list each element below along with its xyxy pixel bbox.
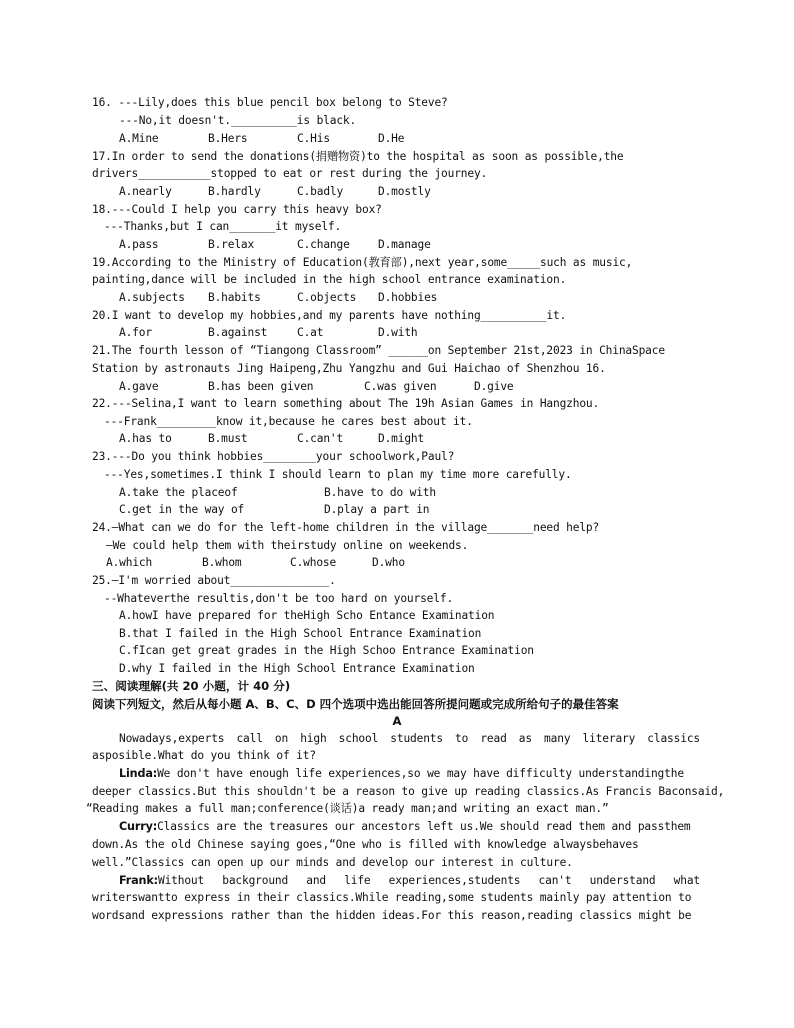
question-16 [92, 95, 448, 111]
option-a[interactable]: A.subjects [119, 291, 185, 304]
question-20 [92, 308, 566, 324]
question-text: drivers___________stopped to eat or rest during the journey. [92, 167, 488, 180]
option-d[interactable]: D.with [378, 326, 418, 339]
option-d[interactable]: D.He [378, 132, 405, 145]
question-17 [92, 149, 623, 165]
question-text: painting,dance will be included in the high school entrance examination. [92, 273, 567, 286]
option-d[interactable]: D.mostly [378, 185, 431, 198]
speaker-name: Curry: [119, 820, 158, 833]
question-text: ---Frank_________know it,because he cares best about it. [104, 415, 473, 428]
question-number: 25. [92, 574, 112, 587]
option-b[interactable]: B.relax [208, 238, 255, 251]
option-a[interactable]: A.nearly [119, 185, 172, 198]
question-text: ---Yes,sometimes.I think I should learn to plan my time more carefully. [104, 468, 572, 481]
option-d[interactable]: D.hobbies [378, 291, 438, 304]
option-a[interactable]: A.Mine [119, 132, 159, 145]
question-text: In order to send the donations(捐赠物资)to the hospital as soon as possible,the [111, 150, 624, 163]
option-b[interactable]: B.habits [208, 291, 261, 304]
option-b[interactable]: B.hardly [208, 185, 261, 198]
question-text: ---Selina,I want to learn something about The 19h Asian Games in Hangzhou. [111, 397, 600, 410]
question-text: ---Lily,does this blue pencil box belong to Steve? [118, 96, 448, 109]
option-b[interactable]: B.that I failed in the High School Entrance Examination [119, 627, 482, 640]
passage-intro-line: Nowadays,experts call on high school students to read as many literary classics [119, 732, 700, 745]
option-a[interactable]: A.which [106, 556, 153, 569]
speaker-name: Frank: [119, 874, 158, 887]
speaker-text: Classics are the treasures our ancestors left us.We should read them and passthem [157, 820, 691, 833]
question-text: ---Could I help you carry this heavy box? [111, 203, 382, 216]
question-number: 21. [92, 344, 112, 357]
option-b[interactable]: B.whom [202, 556, 242, 569]
question-number: 19. [92, 256, 112, 269]
option-a[interactable]: A.has to [119, 432, 172, 445]
question-19 [92, 255, 632, 271]
question-text: I want to develop my hobbies,and my parents have nothing__________it. [111, 309, 567, 322]
question-text: The fourth lesson of “Tiangong Classroom” ______on September 21st,2023 in ChinaSpace [111, 344, 665, 357]
option-a[interactable]: A.for [119, 326, 152, 339]
option-c[interactable]: C.at [297, 326, 324, 339]
question-text: —We could help them with theirstudy online on weekends. [106, 539, 469, 552]
passage-curry-line: down.As the old Chinese saying goes,“One who is filled with knowledge alwaysbehaves [92, 838, 639, 851]
option-c[interactable]: C.can't [297, 432, 344, 445]
option-c[interactable]: C.objects [297, 291, 357, 304]
option-d[interactable]: D.who [372, 556, 405, 569]
question-24 [92, 520, 599, 536]
option-d[interactable]: D.give [474, 380, 514, 393]
passage-linda-line: “Reading makes a full man;conference(谈话)a ready man;and writing an exact man.” [86, 802, 609, 815]
passage-curry-line: well.”Classics can open up our minds and develop our interest in culture. [92, 856, 573, 869]
option-c[interactable]: C.fIcan get great grades in the High Schoo Entrance Examination [119, 644, 534, 657]
passage-frank-line: writerswantto express in their classics.While reading,some students mainly pay attention to [92, 891, 692, 904]
option-b[interactable]: B.has been given [208, 380, 314, 393]
option-a[interactable]: A.pass [119, 238, 159, 251]
question-text: ---No,it doesn't.__________is black. [119, 114, 357, 127]
question-number: 18. [92, 203, 112, 216]
question-text: ---Thanks,but I can_______it myself. [104, 220, 342, 233]
option-b[interactable]: B.Hers [208, 132, 248, 145]
passage-letter: A [392, 714, 402, 728]
question-number: 24. [92, 521, 112, 534]
question-number: 20. [92, 309, 112, 322]
passage-linda-line: deeper classics.But this shouldn't be a reason to give up reading classics.As Francis Baconsaid, [92, 785, 725, 798]
option-c[interactable]: C.was given [364, 380, 437, 393]
question-text: According to the Ministry of Education(教育部),next year,some_____such as music, [111, 256, 633, 269]
option-c[interactable]: C.badly [297, 185, 344, 198]
speaker-name: Linda: [119, 767, 158, 780]
section-instruction: 阅读下列短文，然后从每小题 A、B、C、D 四个选项中选出能回答所提问题或完成所给句子的最佳答案 [92, 697, 619, 711]
option-a[interactable]: A.gave [119, 380, 159, 393]
option-d[interactable]: D.why I failed in the High School Entrance Examination [119, 662, 475, 675]
question-text: —I'm worried about_______________. [111, 574, 336, 587]
passage-curry-line [119, 819, 691, 835]
option-d[interactable]: D.might [378, 432, 425, 445]
option-c[interactable]: C.get in the way of [119, 503, 245, 516]
passage-linda-line [119, 766, 684, 782]
question-number: 17. [92, 150, 112, 163]
question-number: 22. [92, 397, 112, 410]
question-text: ---Do you think hobbies________your schoolwork,Paul? [111, 450, 455, 463]
question-18 [92, 202, 382, 218]
question-23 [92, 449, 454, 465]
question-text: --Whateverthe resultis,don't be too hard on yourself. [104, 592, 454, 605]
question-25 [92, 573, 336, 589]
option-d[interactable]: D.play a part in [324, 503, 430, 516]
option-a[interactable]: A.howI have prepared for theHigh Scho Entance Examination [119, 609, 495, 622]
option-c[interactable]: C.His [297, 132, 330, 145]
option-d[interactable]: D.manage [378, 238, 431, 251]
passage-frank-line [119, 873, 700, 889]
question-text: —What can we do for the left-home children in the village_______need help? [111, 521, 600, 534]
option-b[interactable]: B.against [208, 326, 268, 339]
question-number: 23. [92, 450, 112, 463]
passage-intro-line: asposible.What do you think of it? [92, 749, 316, 762]
passage-frank-line: wordsand expressions rather than the hidden ideas.For this reason,reading classics might be [92, 909, 692, 922]
option-b[interactable]: B.have to do with [324, 486, 436, 499]
question-21 [92, 343, 665, 359]
question-22 [92, 396, 599, 412]
option-b[interactable]: B.must [208, 432, 248, 445]
section-heading: 三、阅读理解(共 20 小题，计 40 分) [92, 679, 291, 693]
option-a[interactable]: A.take the placeof [119, 486, 238, 499]
option-c[interactable]: C.whose [290, 556, 337, 569]
speaker-text: We don't have enough life experiences,so we may have difficulty understandingthe [157, 767, 684, 780]
question-text: Station by astronauts Jing Haipeng,Zhu Yangzhu and Gui Haichao of Shenzhou 16. [92, 362, 606, 375]
question-number: 16. [92, 96, 112, 109]
speaker-text: Without background and life experiences,students can't understand what [157, 874, 700, 887]
option-c[interactable]: C.change [297, 238, 350, 251]
